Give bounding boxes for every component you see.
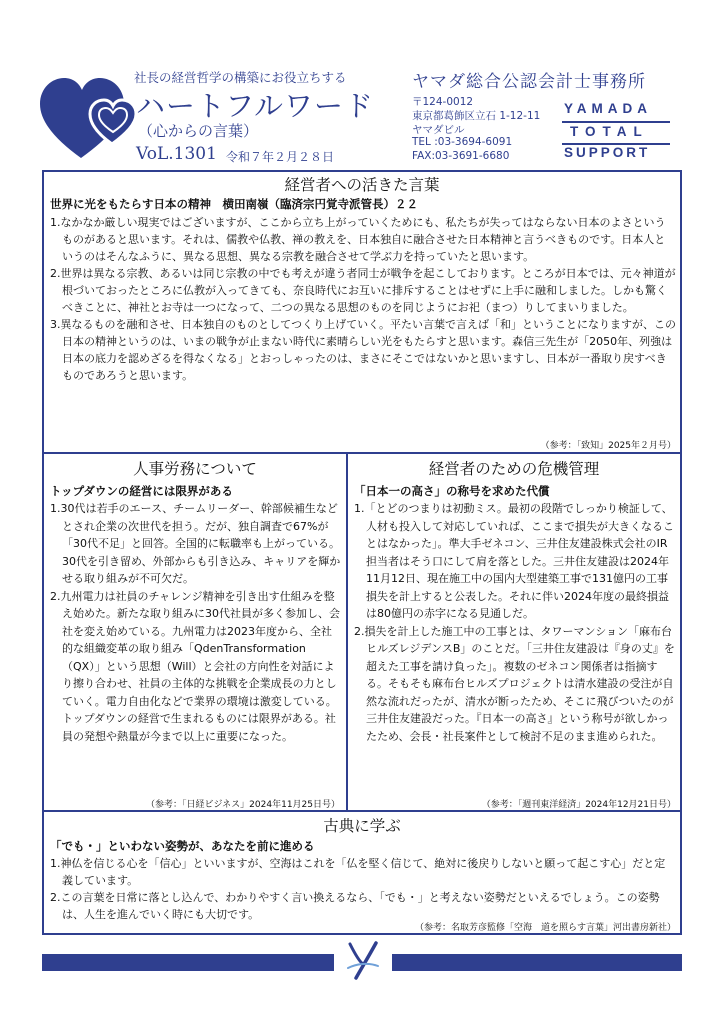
column-divider: [346, 453, 348, 810]
firm-fax: FAX:03-3691-6680: [412, 150, 510, 162]
slogan-divider: [562, 121, 670, 123]
slogan-line-2: TOTAL: [570, 124, 649, 139]
newsletter-subtitle: （心からの言葉）: [138, 122, 259, 140]
section-subtitle: 「でも・」といわない姿勢が、あなたを前に進める: [50, 839, 315, 853]
section-title-classics: 古典に学ぶ: [323, 817, 401, 835]
volume-number: VoL.1301: [136, 144, 217, 164]
section-title-risk-management: 経営者のための危機管理: [428, 460, 600, 478]
reference-note: （参考：名取芳彦監修「空海 道を照らす言葉」河出書房新社）: [414, 923, 676, 933]
list-item: 2.九州電力は社員のチャレンジ精神を引き出す仕組みを整え始めた。新たな取り組みに30代社員が多く参加し、会社を変え始めている。九州電力は2023年度から、全社的な組織変革の取り組み「QdenTransformation（QX）」という思想（Will）と会社の方向性を対話により擦り合わせ、社員の主体的な挑戦を企業成長の力としていく。電力自由化などで業界の環境は激変している。トップダウンの経営で生まれるものには限界がある。社員の発想や熱量が今まで以上に重要になった。: [50, 589, 340, 743]
section-title-living-words: 経営者への活きた言葉: [284, 176, 440, 194]
section-subtitle: 「日本一の高さ」の称号を求めた代償: [354, 484, 550, 498]
issue-date: 令和７年２月２８日: [226, 150, 335, 164]
list-item: 1.「とどのつまりは初動ミス。最初の段階でしっかり検証して、人材も投入して対応していれば、ここまで損失が大きくなることはなかった」。準大手ゼネコン、三井住友建設株式会社のIR担当者はそう口にして肩を落とした。三井住友建設は2024年11月12日、現在施工中の国内大型建築工事で131億円の工事損失を計上すると公表した。それに伴い2024年度の最終損益は80億円の赤字になる見通しだ。: [354, 502, 674, 620]
list-item: 2.この言葉を日常に落とし込んで、わかりやすく言い換えるなら、「でも・」と考えない姿勢だといえるでしょう。この姿勢は、人生を進んでいく時にも大切です。: [50, 891, 660, 921]
section-subtitle: トップダウンの経営には限界がある: [50, 484, 233, 498]
section-subtitle: 世界に光をもたらす日本の精神 横田南嶺（臨済宗円覚寺派管長）２２: [50, 197, 418, 211]
slogan-line-1: YAMADA: [564, 101, 653, 116]
section-divider: [44, 452, 680, 454]
section-divider: [44, 810, 680, 812]
firm-tel: TEL :03-3694-6091: [412, 136, 513, 148]
firm-address: 東京都葛飾区立石 1-12-11: [412, 110, 541, 122]
section-title-hr: 人事労務について: [133, 460, 257, 478]
list-item: 1.30代は若手のエース、チームリーダー、幹部候補生などとされ企業の次世代を担う。だが、独自調査で67%が「30代不足」と回答。全国的に転職率も上がっている。30代を引き留め、外部からも引き込み、キャリアを輝かせる取り組みが不可欠だ。: [50, 502, 341, 585]
list-item: 1.神仏を信じる心を「信心」といいますが、空海はこれを「仏を堅く信じて、絶対に後戻りしないと願って起こす心」だと定義しています。: [50, 857, 666, 887]
reference-note: （参考：「日経ビジネス」2024年11月25日号）: [145, 800, 340, 810]
section-body: [50, 855, 676, 923]
reference-note: （参考：「致知」2025年２月号）: [540, 441, 676, 451]
list-item: 2.世界は異なる宗教、あるいは同じ宗教の中でも考えが違う者同士が戦争を起こしております。ところが日本では、元々神道が根づいておったところに仏教が入ってきても、奈良時代にお互いに排斥することはせずに上手に融和しました。しかも驚くべきことに、神社とお寺は一つになって、二つの異なる思想のものを同じようにお祀（まつ）りしてまいりました。: [50, 267, 676, 314]
tagline: 社長の経営哲学の構築にお役立ちする: [134, 70, 347, 85]
hearts-logo-icon: [36, 70, 140, 164]
footer-bar-right: [392, 954, 682, 971]
footer-bar-left: [42, 954, 334, 971]
newsletter-title: ハートフルワード: [136, 89, 374, 123]
reference-note: （参考：「週刊東洋経済」2024年12月21日号）: [481, 800, 676, 810]
list-item: 3.異なるものを融和させ、日本独自のものとしてつくり上げていく。平たい言葉で言えば「和」ということになりますが、この日本の精神というのは、いまの戦争が止まない時代に素晴らしい光をもたらすと思います。森信三先生が「2050年、列強は日本の底力を認めざるを得なくなる」とおっしゃったのは、まさにそこではないかと思いますし、日本が一番取り戻すべきものであろうと思います。: [50, 318, 676, 382]
list-item: 2.損失を計上した施工中の工事とは、タワーマンション「麻布台ヒルズレジデンスB」のことだ。「三井住友建設は『身の丈』を超えた工事を請け負った」。複数のゼネコン関係者は指摘する。そもそも麻布台ヒルズプロジェクトは清水建設の受注が自然な流れだったが、清水が断ったため、そこに飛びついたのが三井住友建設だった。『日本一の高さ』という称号が欲しかったため、会長・社長案件として検討不足のまま進められた。: [354, 624, 675, 743]
slogan-line-3: SUPPORT: [564, 145, 651, 160]
firm-building: ヤマダビル: [412, 124, 465, 136]
firm-logo-icon: [346, 940, 380, 982]
firm-postal-code: 〒124-0012: [412, 96, 474, 108]
section-body: [50, 214, 676, 384]
firm-name: ヤマダ総合公認会計士事務所: [412, 72, 646, 92]
list-item: 1.なかなか厳しい現実ではございますが、ここから立ち上がっていくためにも、私たちが失ってはならない日本のよさというものがあると思います。それは、儒教や仏教、禅の教えを、日本独自に融合させた日本精神と言うべきものです。日本人というのはそんなふうに、異なる思想、異なる宗教を融合させて学ぶ力を持っていたと思います。: [50, 216, 666, 263]
section-body: [50, 500, 342, 745]
section-body: [354, 500, 676, 745]
